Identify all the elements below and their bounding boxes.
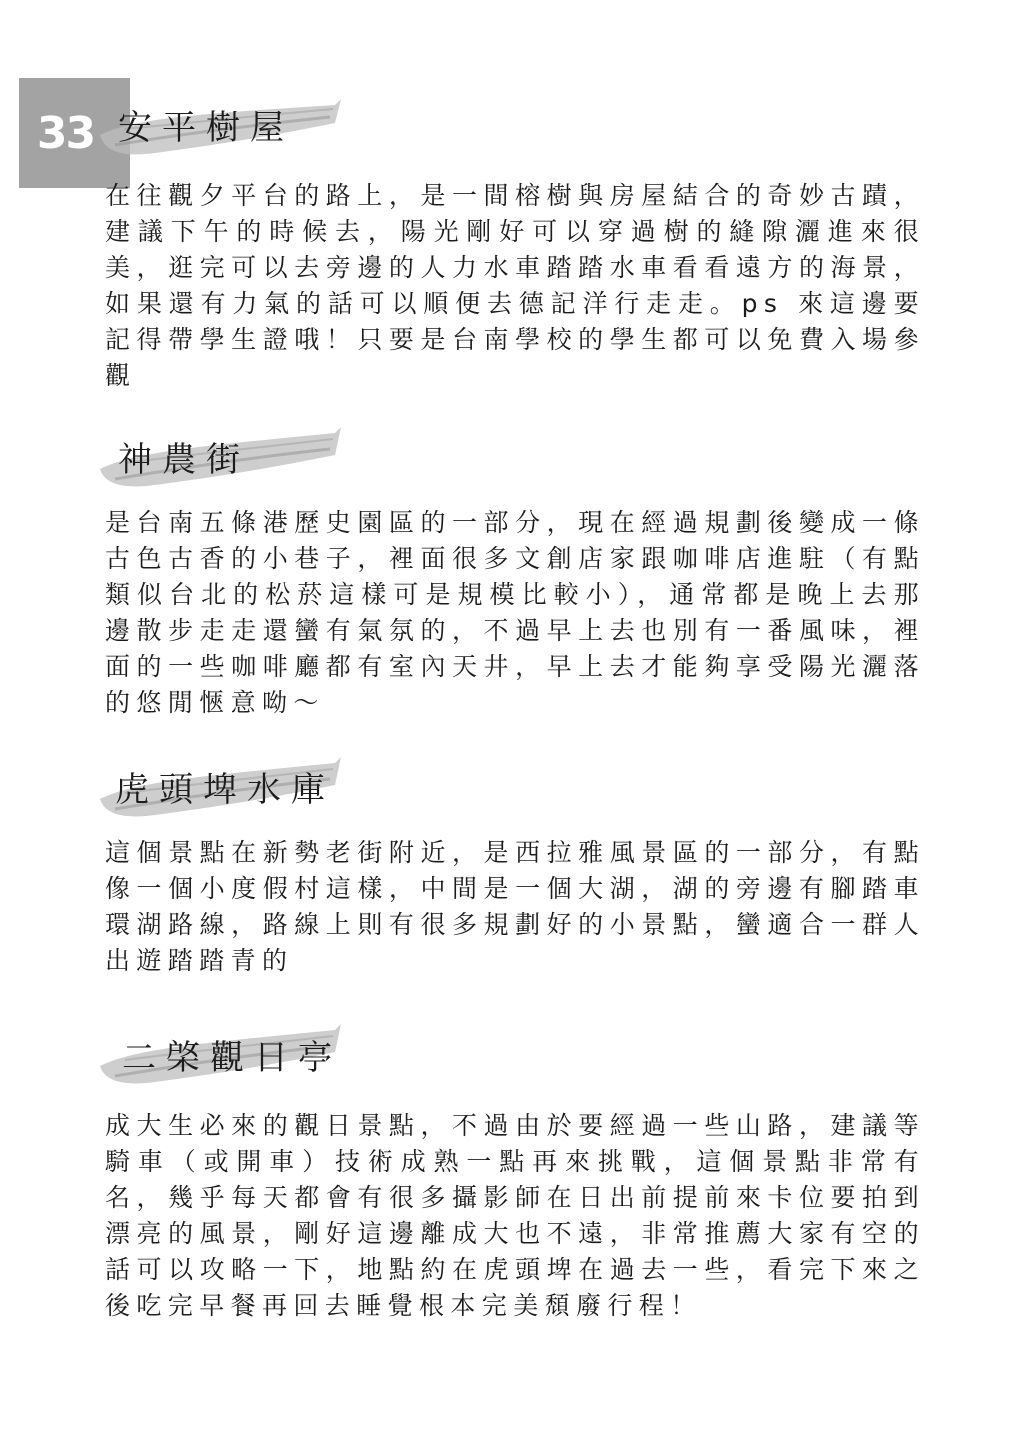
- section-heading: 安平樹屋: [118, 108, 294, 148]
- section-body: 成大生必來的觀日景點，不過由於要經過一些山路，建議等騎車（或開車）技術成熟一點再來挑戰，這個景點非常有名，幾乎每天都會有很多攝影師在日出前提前來卡位要拍到漂亮的風景，剛好這邊離成大也不遠，非常推薦大家有空的話可以攻略一下，地點約在虎頭埤在過去一些，看完下來之後吃完早餐再回去睡覺根本完美頹廢行程！: [105, 1111, 925, 1320]
- page-number: 33: [36, 107, 95, 159]
- section-body: 這個景點在新勢老街附近，是西拉雅風景區的一部分，有點像一個小度假村這樣，中間是一個大湖，湖的旁邊有腳踏車環湖路線，路線上則有很多規劃好的小景點，蠻適合一群人出遊踏踏青的: [105, 838, 925, 975]
- section-body: 在往觀夕平台的路上，是一間榕樹與房屋結合的奇妙古蹟，建議下午的時候去，陽光剛好可以穿過樹的縫隙灑進來很美，逛完可以去旁邊的人力水車踏踏水車看看遠方的海景，如果還有力氣的話可以順便去德記洋行走走。ps 來這邊要記得帶學生證哦！只要是台南學校的學生都可以免費入場參觀: [105, 181, 925, 390]
- section-heading: 二棨觀日亭: [122, 1038, 342, 1078]
- section-heading: 神農街: [118, 440, 250, 480]
- section-heading: 虎頭埤水庫: [115, 770, 335, 810]
- section-body: 是台南五條港歷史園區的一部分，現在經過規劃後變成一條古色古香的小巷子，裡面很多文創店家跟咖啡店進駐（有點類似台北的松菸這樣可是規模比較小），通常都是晚上去那邊散步走走還蠻有氣氛的，不過早上去也別有一番風味，裡面的一些咖啡廳都有室內天井，早上去才能夠享受陽光灑落的悠閒愜意呦～: [105, 508, 925, 717]
